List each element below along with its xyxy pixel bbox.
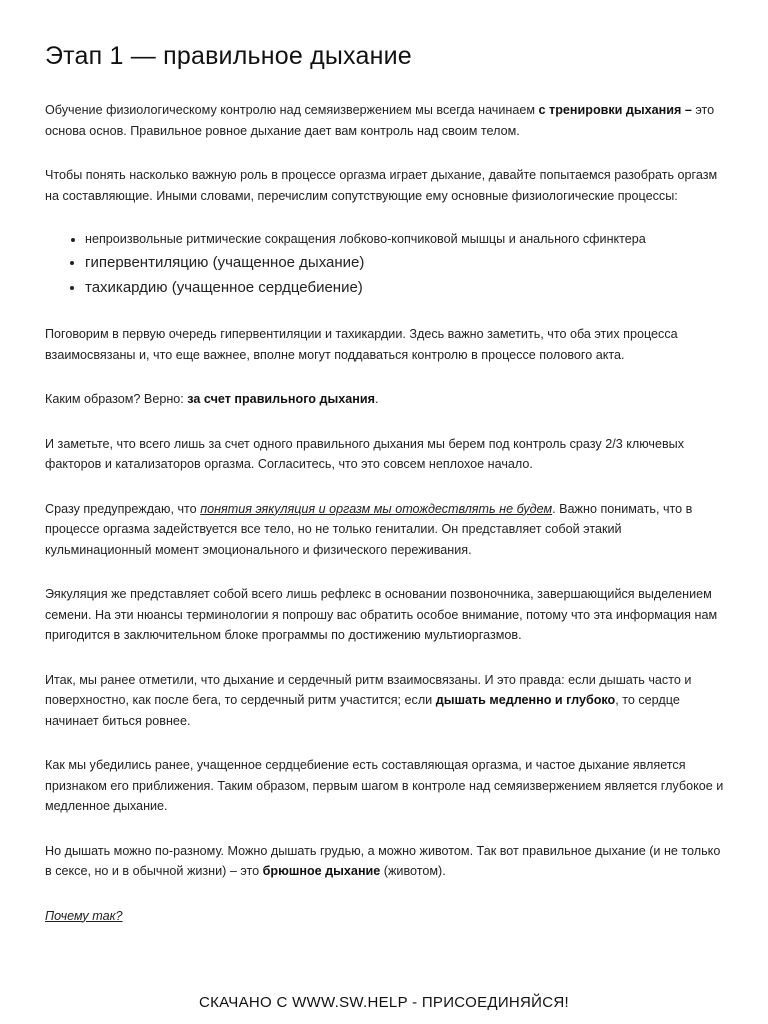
paragraph-warning xyxy=(45,499,725,561)
paragraph-text: Каким образом? Верно: xyxy=(45,392,188,406)
emphasis-phrase: понятия эякуляция и оргазм мы отождествлять не будем xyxy=(200,501,553,516)
paragraph-text: , то сердце начинает биться ровнее. xyxy=(45,693,680,728)
paragraph-text: это основа основ. Правильное ровное дыхание дает вам контроль над своим телом. xyxy=(45,103,715,138)
bold-phrase: брюшное дыхание xyxy=(262,864,381,878)
paragraph-text: . xyxy=(374,392,379,406)
bold-phrase: с тренировки дыхания – xyxy=(538,103,692,117)
process-list xyxy=(45,228,725,300)
page-title: Этап 1 — правильное дыхание xyxy=(45,42,412,70)
paragraph-text: . Важно понимать, что в процессе оргазма задействуется все тело, но не только гениталии. Он представляет собой этакий кульминационный момент эмоционального и физического переживания. xyxy=(45,501,693,557)
paragraph-how xyxy=(45,389,725,410)
list-item: • тахикардию (учащенное сердцебиение) xyxy=(85,275,725,300)
paragraph-ejaculation: Эякуляция же представляет собой всего лишь рефлекс в основании позвоночника, завершающийся выделением семени. На эти нюансы терминологии я попрошу вас обратить особое внимание, потому что эта информация нам пригодится в заключительном блоке программы по достижению мультиоргазмов. xyxy=(45,587,718,642)
footer-watermark: СКАЧАНО С WWW.SW.HELP - ПРИСОЕДИНЯЙСЯ! xyxy=(199,994,569,1011)
paragraph-text: (животом). xyxy=(380,864,446,878)
paragraph-text: Обучение физиологическому контролю над семяизвержением мы всегда начинаем xyxy=(45,103,539,117)
document-page xyxy=(45,38,725,950)
bold-phrase: за счет правильного дыхания xyxy=(187,392,375,406)
paragraph-two-thirds: И заметьте, что всего лишь за счет одного правильного дыхания мы берем под контроль сразу 2/3 ключевых факторов и катализаторов оргазма. Согласитесь, что это совсем неплохое начало. xyxy=(45,436,684,471)
paragraph-hyperventilation: Поговорим в первую очередь гипервентиляции и тахикардии. Здесь важно заметить, что оба этих процесса взаимосвязаны и, что еще важнее, вполне могут поддаваться контролю в процессе полового акта. xyxy=(45,327,678,362)
paragraph-text: Сразу предупреждаю, что xyxy=(45,501,201,516)
paragraph-text: Но дышать можно по-разному. Можно дышать грудью, а можно животом. Так вот правильное дыхание (и не только в сексе, но и в обычной жизни) – это xyxy=(45,843,721,878)
paragraph-first-step: Как мы убедились ранее, учащенное сердцебиение есть составляющая оргазма, и частое дыхание является признаком его приближения. Таким образом, первым шагом в контроле над семяизвержением является глубокое и медленное дыхание. xyxy=(45,758,724,813)
paragraph-components: Чтобы понять насколько важную роль в процессе оргазма играет дыхание, давайте попытаемся разобрать оргазм на составляющие. Иными словами, перечислим сопутствующие ему основные физиологические процессы: xyxy=(45,168,718,203)
list-item: • гипервентиляцию (учащенное дыхание) xyxy=(85,250,725,275)
paragraph-intro xyxy=(45,100,725,141)
bold-phrase: дышать медленно и глубоко xyxy=(435,693,616,707)
paragraph-text: Итак, мы ранее отметили, что дыхание и сердечный ритм взаимосвязаны. И это правда: если дышать часто и поверхностно, как после бега, то сердечный ритм участится; если xyxy=(45,672,692,707)
list-item: • непроизвольные ритмические сокращения лобково-копчиковой мышцы и анального сфинктера xyxy=(85,228,725,250)
paragraph-belly-breathing xyxy=(45,841,725,882)
paragraph-heart-rhythm xyxy=(45,670,725,732)
why-link[interactable]: Почему так? xyxy=(45,908,123,923)
